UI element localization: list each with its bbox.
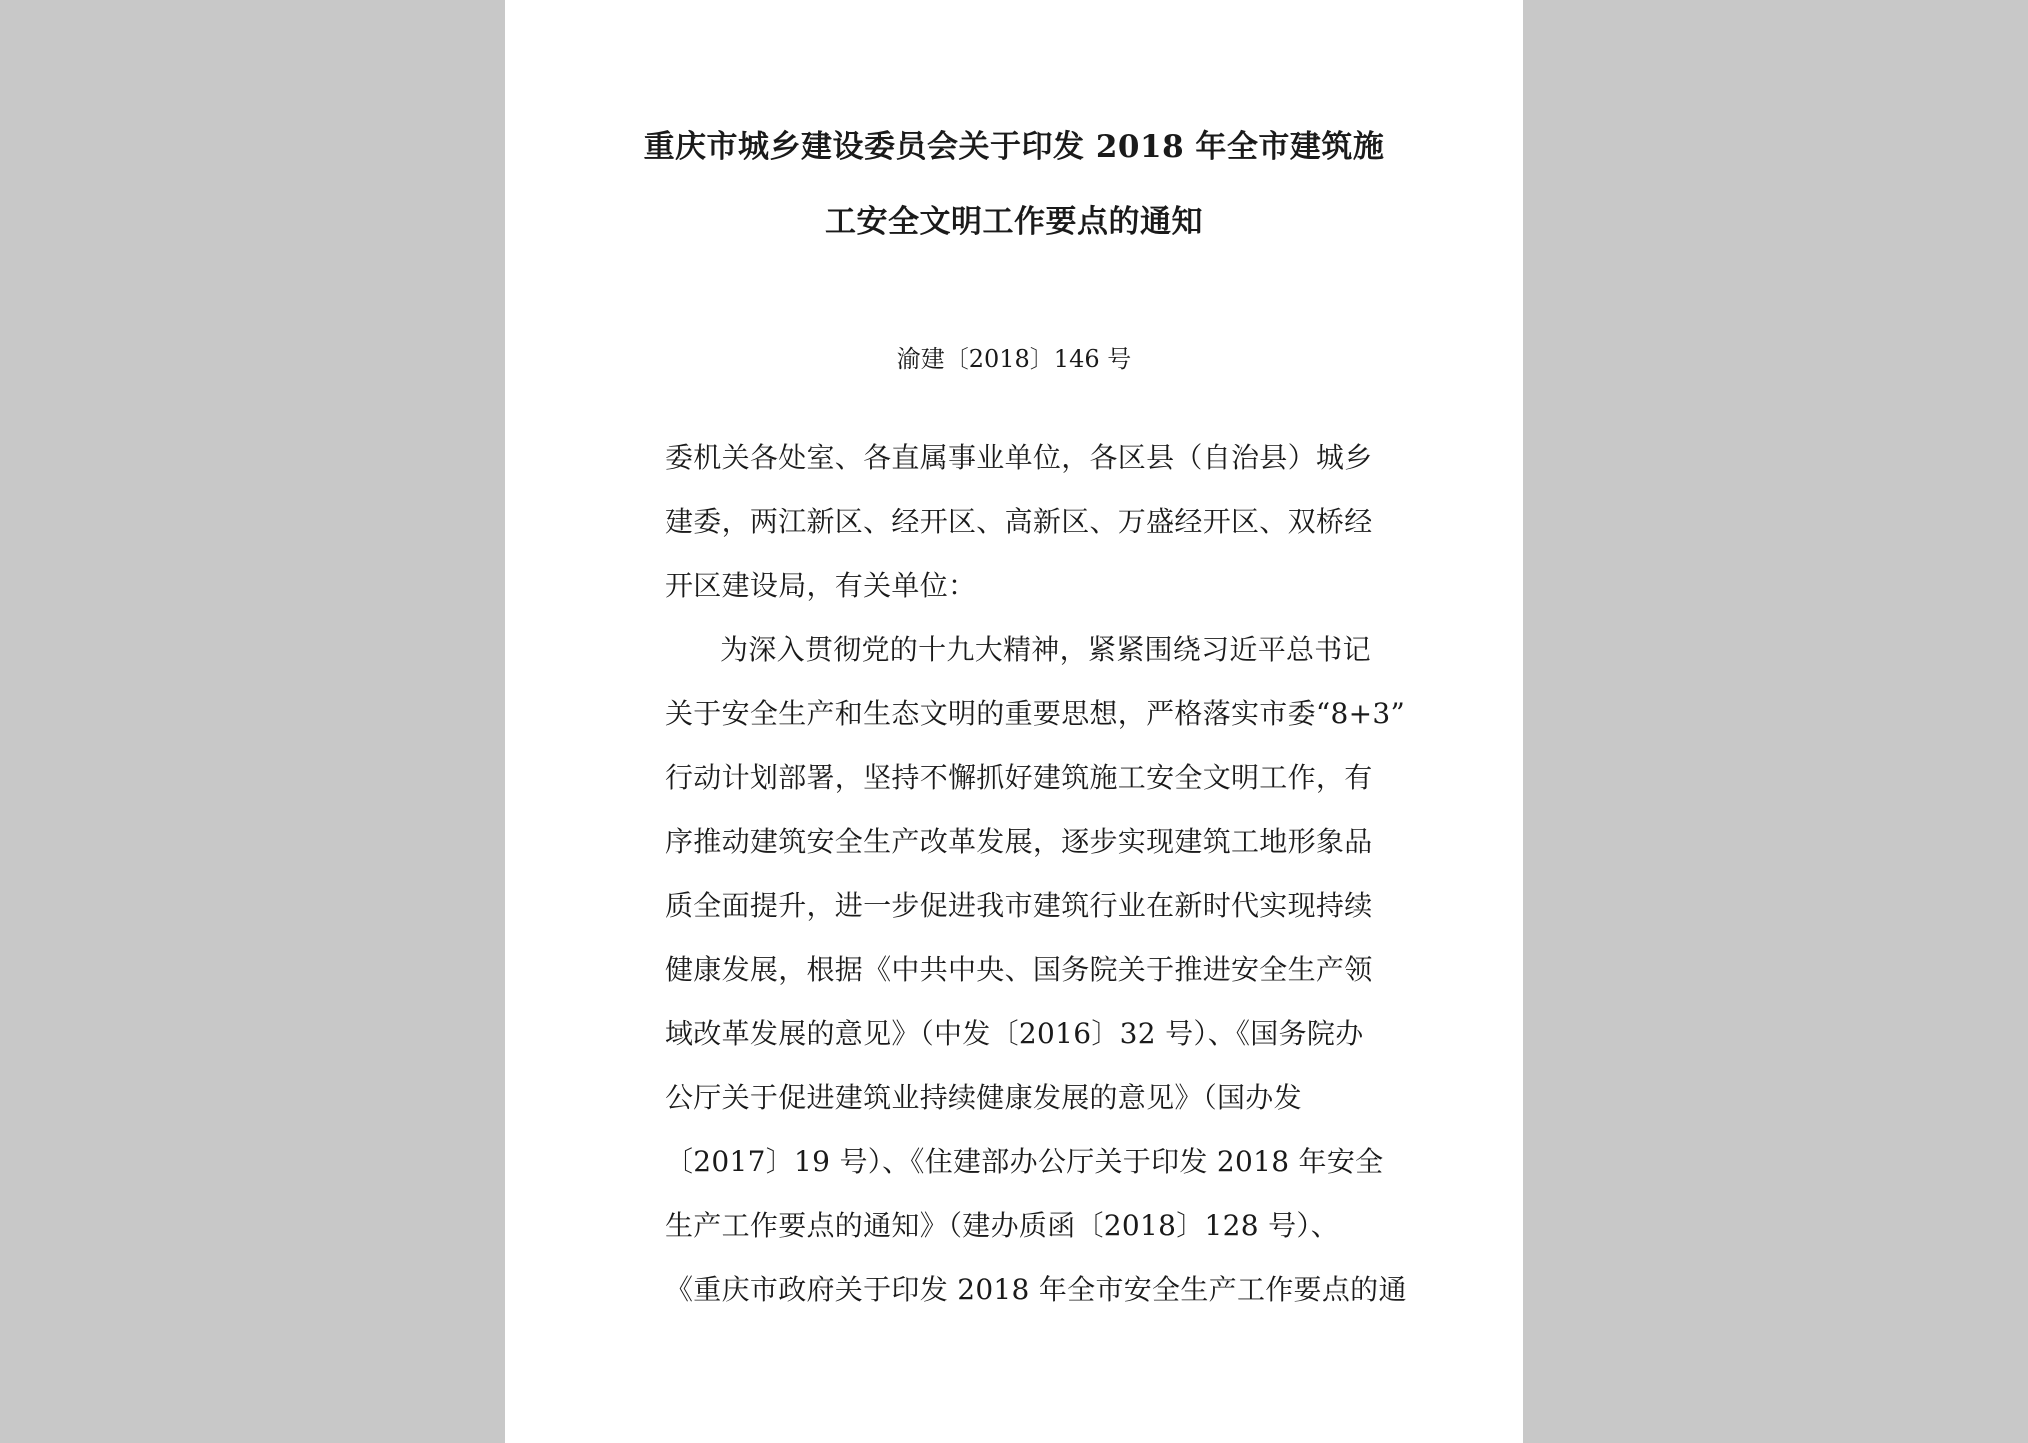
body-line-2: 关于安全生产和生态文明的重要思想，严格落实市委“8+3”	[665, 697, 1406, 730]
document-number: 渝建〔2018〕146 号	[896, 345, 1132, 373]
body-line-10: 生产工作要点的通知》（建办质函〔2018〕128 号）、	[665, 1209, 1340, 1242]
body-line-5: 质全面提升，进一步促进我市建筑行业在新时代实现持续	[665, 889, 1373, 922]
addressee-line-1: 委机关各处室、各直属事业单位，各区县（自治县）城乡	[665, 441, 1373, 474]
body-line-3: 行动计划部署，坚持不懈抓好建筑施工安全文明工作，有	[665, 761, 1373, 794]
document-page	[505, 0, 1523, 1443]
body-line-6: 健康发展，根据《中共中央、国务院关于推进安全生产领	[665, 953, 1373, 986]
document-title-line-2: 工安全文明工作要点的通知	[825, 204, 1203, 240]
document-title-line-1: 重庆市城乡建设委员会关于印发 2018 年全市建筑施	[643, 129, 1385, 165]
body-line-1: 为深入贯彻党的十九大精神，紧紧围绕习近平总书记	[720, 633, 1371, 666]
body-line-9: 〔2017〕19 号）、《住建部办公厅关于印发 2018 年安全	[665, 1145, 1384, 1178]
body-line-11: 《重庆市政府关于印发 2018 年全市安全生产工作要点的通	[665, 1273, 1407, 1306]
body-line-7: 域改革发展的意见》（中发〔2016〕32 号）、《国务院办	[665, 1017, 1364, 1050]
addressee-line-2: 建委，两江新区、经开区、高新区、万盛经开区、双桥经	[665, 505, 1373, 538]
addressee-line-3: 开区建设局，有关单位：	[665, 569, 977, 602]
body-line-4: 序推动建筑安全生产改革发展，逐步实现建筑工地形象品	[665, 825, 1373, 858]
body-line-8: 公厅关于促进建筑业持续健康发展的意见》（国办发	[665, 1081, 1302, 1114]
